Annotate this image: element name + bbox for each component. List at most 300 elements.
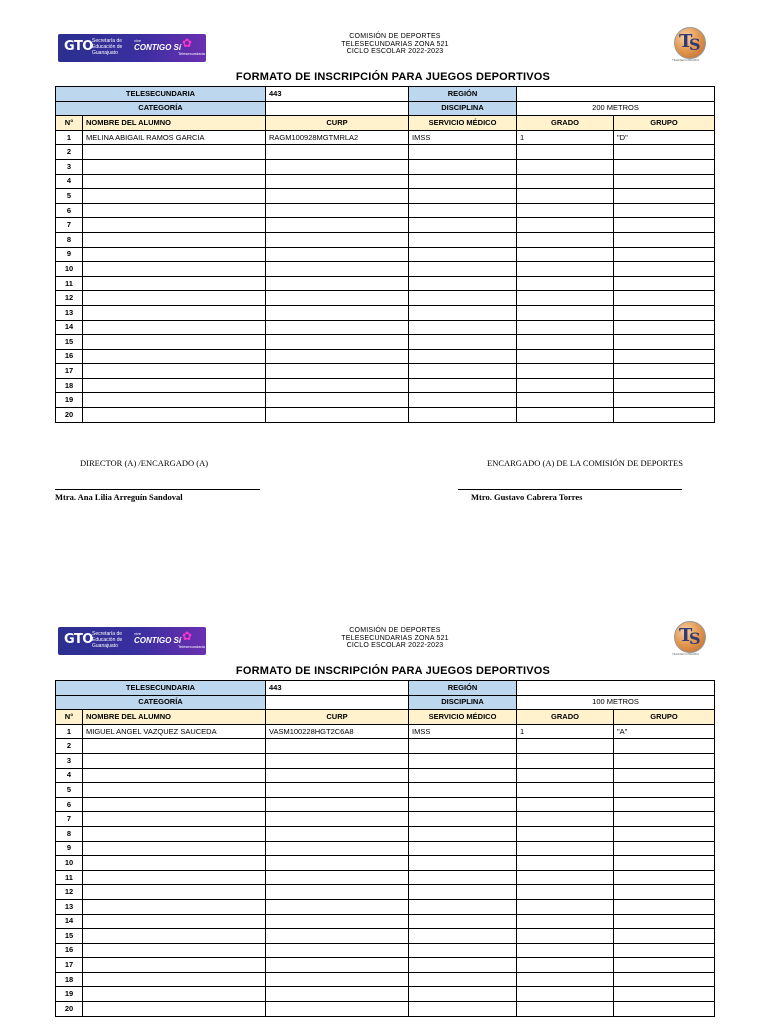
student-grado: 1 bbox=[517, 130, 614, 145]
student-grado-empty bbox=[517, 783, 614, 798]
ts-logo bbox=[672, 27, 706, 61]
col-header-nombre: NOMBRE DEL ALUMNO bbox=[83, 116, 266, 131]
student-grado-empty bbox=[517, 247, 614, 262]
student-curp-empty bbox=[266, 812, 409, 827]
student-name-empty bbox=[83, 987, 266, 1002]
student-name-empty bbox=[83, 174, 266, 189]
student-servicio-empty bbox=[409, 826, 517, 841]
disciplina-value: 200 METROS bbox=[517, 101, 715, 116]
student-servicio-empty bbox=[409, 797, 517, 812]
registration-table bbox=[55, 680, 715, 1017]
header-text bbox=[290, 627, 500, 650]
student-grupo-empty bbox=[614, 797, 715, 812]
row-num: 9 bbox=[56, 841, 83, 856]
student-servicio-empty bbox=[409, 739, 517, 754]
student-grupo-empty bbox=[614, 335, 715, 350]
row-num: 6 bbox=[56, 797, 83, 812]
student-grupo-empty bbox=[614, 943, 715, 958]
director-signature-line bbox=[55, 489, 260, 490]
student-servicio-empty bbox=[409, 1002, 517, 1017]
student-servicio-empty bbox=[409, 320, 517, 335]
table-row bbox=[56, 812, 715, 827]
student-name-empty bbox=[83, 276, 266, 291]
student-grado-empty bbox=[517, 768, 614, 783]
student-name-empty bbox=[83, 783, 266, 798]
student-curp-empty bbox=[266, 929, 409, 944]
student-grado-empty bbox=[517, 812, 614, 827]
student-name-empty bbox=[83, 189, 266, 204]
ts-logo-t: T bbox=[679, 625, 693, 646]
row-num: 1 bbox=[56, 130, 83, 145]
table-row bbox=[56, 408, 715, 423]
student-curp-empty bbox=[266, 393, 409, 408]
categoria-value bbox=[266, 101, 409, 116]
student-grupo-empty bbox=[614, 247, 715, 262]
student-grado-empty bbox=[517, 899, 614, 914]
student-curp-empty bbox=[266, 320, 409, 335]
student-name-empty bbox=[83, 232, 266, 247]
empty-rows bbox=[56, 739, 715, 1016]
student-curp-empty bbox=[266, 349, 409, 364]
student-servicio-empty bbox=[409, 159, 517, 174]
student-name-empty bbox=[83, 262, 266, 277]
student-grado-empty bbox=[517, 929, 614, 944]
header-line-2: TELESECUNDARIAS ZONA 521 bbox=[341, 40, 449, 48]
student-name-empty bbox=[83, 797, 266, 812]
student-grado-empty bbox=[517, 885, 614, 900]
student-grupo-empty bbox=[614, 739, 715, 754]
student-name-empty bbox=[83, 218, 266, 233]
student-grado-empty bbox=[517, 291, 614, 306]
student-grupo-empty bbox=[614, 841, 715, 856]
comision-signature-line bbox=[458, 489, 682, 490]
student-servicio-empty bbox=[409, 885, 517, 900]
student-curp-empty bbox=[266, 783, 409, 798]
student-grupo-empty bbox=[614, 768, 715, 783]
student-grupo-empty bbox=[614, 349, 715, 364]
student-grupo-empty bbox=[614, 203, 715, 218]
table-row bbox=[56, 870, 715, 885]
row-num: 2 bbox=[56, 145, 83, 160]
col-header-num: N° bbox=[56, 116, 83, 131]
student-curp-empty bbox=[266, 958, 409, 973]
row-num: 15 bbox=[56, 929, 83, 944]
row-num: 8 bbox=[56, 232, 83, 247]
student-grupo-empty bbox=[614, 914, 715, 929]
secretaria-logo-text: Secretaría de Educación de Guanajuato bbox=[92, 38, 123, 56]
student-curp-empty bbox=[266, 218, 409, 233]
table-row bbox=[56, 335, 715, 350]
table-row bbox=[56, 826, 715, 841]
col-header-grupo: GRUPO bbox=[614, 710, 715, 725]
student-grupo-empty bbox=[614, 189, 715, 204]
gto-banner-logo bbox=[58, 34, 206, 62]
row-num: 5 bbox=[56, 189, 83, 204]
col-header-curp: CURP bbox=[266, 710, 409, 725]
categoria-label: CATEGORÍA bbox=[56, 101, 266, 116]
student-name-empty bbox=[83, 364, 266, 379]
student-name-empty bbox=[83, 159, 266, 174]
student-grado-empty bbox=[517, 262, 614, 277]
student-name-empty bbox=[83, 972, 266, 987]
student-curp-empty bbox=[266, 335, 409, 350]
table-row bbox=[56, 203, 715, 218]
ts-logo-s: S bbox=[689, 35, 701, 54]
student-grado-empty bbox=[517, 972, 614, 987]
student-grupo-empty bbox=[614, 232, 715, 247]
student-grupo-empty bbox=[614, 291, 715, 306]
form-title: FORMATO DE INSCRIPCIÓN PARA JUEGOS DEPORTIVOS bbox=[235, 71, 551, 83]
table-row bbox=[56, 768, 715, 783]
row-num: 18 bbox=[56, 378, 83, 393]
student-grado-empty bbox=[517, 393, 614, 408]
director-label: DIRECTOR (A) /ENCARGADO (A) bbox=[80, 458, 209, 468]
student-name-empty bbox=[83, 393, 266, 408]
student-grado-empty bbox=[517, 378, 614, 393]
table-row bbox=[56, 885, 715, 900]
table-row bbox=[56, 218, 715, 233]
student-servicio-empty bbox=[409, 291, 517, 306]
student-name-empty bbox=[83, 768, 266, 783]
student-servicio-empty bbox=[409, 378, 517, 393]
student-grado-empty bbox=[517, 159, 614, 174]
gto-logo-text: GTO bbox=[64, 39, 93, 54]
student-servicio-empty bbox=[409, 218, 517, 233]
student-name-empty bbox=[83, 378, 266, 393]
student-servicio-empty bbox=[409, 276, 517, 291]
student-servicio-empty bbox=[409, 189, 517, 204]
student-grado-empty bbox=[517, 203, 614, 218]
row-num: 5 bbox=[56, 783, 83, 798]
table-row bbox=[56, 262, 715, 277]
student-servicio-empty bbox=[409, 349, 517, 364]
header-line-1: COMISIÓN DE DEPORTES bbox=[349, 33, 441, 40]
student-name-empty bbox=[83, 885, 266, 900]
student-curp-empty bbox=[266, 899, 409, 914]
student-grupo-empty bbox=[614, 929, 715, 944]
student-grupo-empty bbox=[614, 378, 715, 393]
student-name-empty bbox=[83, 856, 266, 871]
student-curp-empty bbox=[266, 291, 409, 306]
contigo-logo-text: CONTIGO Sí bbox=[134, 636, 182, 645]
ts-logo-s: S bbox=[689, 629, 701, 648]
student-grupo-empty bbox=[614, 753, 715, 768]
student-grado-empty bbox=[517, 826, 614, 841]
row-num: 13 bbox=[56, 305, 83, 320]
student-grupo-empty bbox=[614, 826, 715, 841]
student-curp-empty bbox=[266, 739, 409, 754]
student-name-empty bbox=[83, 145, 266, 160]
student-grupo-empty bbox=[614, 972, 715, 987]
student-grado-empty bbox=[517, 349, 614, 364]
student-curp-empty bbox=[266, 1002, 409, 1017]
student-grado-empty bbox=[517, 1002, 614, 1017]
student-grado-empty bbox=[517, 276, 614, 291]
row-num: 16 bbox=[56, 349, 83, 364]
student-name-empty bbox=[83, 203, 266, 218]
ts-logo-caption: TELESECUNDARIA bbox=[672, 58, 700, 62]
student-grado-empty bbox=[517, 232, 614, 247]
gto-banner-logo bbox=[58, 627, 206, 655]
student-servicio-empty bbox=[409, 408, 517, 423]
student-servicio: IMSS bbox=[409, 724, 517, 739]
comision-label: ENCARGADO (A) DE LA COMISIÓN DE DEPORTES bbox=[487, 458, 683, 468]
student-name-empty bbox=[83, 739, 266, 754]
student-grupo-empty bbox=[614, 899, 715, 914]
telesecundaria-value: 443 bbox=[266, 87, 409, 102]
row-num: 17 bbox=[56, 364, 83, 379]
student-curp-empty bbox=[266, 856, 409, 871]
student-name-empty bbox=[83, 247, 266, 262]
row-num: 13 bbox=[56, 899, 83, 914]
row-num: 15 bbox=[56, 335, 83, 350]
student-grupo-empty bbox=[614, 885, 715, 900]
row-num: 19 bbox=[56, 393, 83, 408]
student-name-empty bbox=[83, 291, 266, 306]
student-grupo-empty bbox=[614, 218, 715, 233]
student-grupo-empty bbox=[614, 870, 715, 885]
table-row bbox=[56, 856, 715, 871]
table-row bbox=[56, 797, 715, 812]
student-curp-empty bbox=[266, 826, 409, 841]
student-name-empty bbox=[83, 870, 266, 885]
row-num: 2 bbox=[56, 739, 83, 754]
student-grupo-empty bbox=[614, 856, 715, 871]
student-curp: RAGM100928MGTMRLA2 bbox=[266, 130, 409, 145]
student-name-empty bbox=[83, 943, 266, 958]
student-grupo-empty bbox=[614, 145, 715, 160]
student-name-empty bbox=[83, 899, 266, 914]
student-servicio-empty bbox=[409, 870, 517, 885]
student-curp-empty bbox=[266, 305, 409, 320]
header-text bbox=[290, 33, 500, 56]
table-row bbox=[56, 232, 715, 247]
row-num: 10 bbox=[56, 262, 83, 277]
student-grupo-empty bbox=[614, 262, 715, 277]
student-curp-empty bbox=[266, 914, 409, 929]
table-row bbox=[56, 189, 715, 204]
student-servicio-empty bbox=[409, 987, 517, 1002]
student-curp-empty bbox=[266, 408, 409, 423]
col-header-grado: GRADO bbox=[517, 116, 614, 131]
student-name-empty bbox=[83, 914, 266, 929]
table-row bbox=[56, 378, 715, 393]
row-num: 9 bbox=[56, 247, 83, 262]
disciplina-label: DISCIPLINA bbox=[409, 695, 517, 710]
table-row bbox=[56, 291, 715, 306]
student-curp-empty bbox=[266, 189, 409, 204]
student-servicio: IMSS bbox=[409, 130, 517, 145]
row-num: 3 bbox=[56, 753, 83, 768]
table-row bbox=[56, 943, 715, 958]
row-num: 3 bbox=[56, 159, 83, 174]
student-servicio-empty bbox=[409, 305, 517, 320]
region-value bbox=[517, 87, 715, 102]
student-curp-empty bbox=[266, 943, 409, 958]
student-servicio-empty bbox=[409, 841, 517, 856]
student-grado-empty bbox=[517, 870, 614, 885]
director-name: Mtra. Ana Lilia Arreguín Sandoval bbox=[55, 492, 183, 502]
empty-rows bbox=[56, 145, 715, 422]
row-num: 1 bbox=[56, 724, 83, 739]
row-num: 12 bbox=[56, 885, 83, 900]
student-grupo-empty bbox=[614, 393, 715, 408]
table-row bbox=[56, 739, 715, 754]
student-grado-empty bbox=[517, 753, 614, 768]
flower-icon: ✿ bbox=[182, 629, 193, 643]
table-row bbox=[56, 145, 715, 160]
student-curp-empty bbox=[266, 841, 409, 856]
col-header-grado: GRADO bbox=[517, 710, 614, 725]
student-grado: 1 bbox=[517, 724, 614, 739]
student-grupo: "A" bbox=[614, 724, 715, 739]
row-num: 20 bbox=[56, 408, 83, 423]
student-name: MIGUEL ANGEL VAZQUEZ SAUCEDA bbox=[83, 724, 266, 739]
student-servicio-empty bbox=[409, 174, 517, 189]
student-servicio-empty bbox=[409, 943, 517, 958]
table-row bbox=[56, 159, 715, 174]
row-num: 4 bbox=[56, 768, 83, 783]
student-servicio-empty bbox=[409, 914, 517, 929]
table-row bbox=[56, 929, 715, 944]
student-curp-empty bbox=[266, 203, 409, 218]
table-row bbox=[56, 987, 715, 1002]
student-servicio-empty bbox=[409, 335, 517, 350]
row-num: 14 bbox=[56, 320, 83, 335]
form-title: FORMATO DE INSCRIPCIÓN PARA JUEGOS DEPORTIVOS bbox=[235, 665, 551, 677]
student-grupo-empty bbox=[614, 364, 715, 379]
student-grupo-empty bbox=[614, 320, 715, 335]
header-line-1: COMISIÓN DE DEPORTES bbox=[349, 627, 441, 634]
table-row bbox=[56, 841, 715, 856]
student-curp-empty bbox=[266, 247, 409, 262]
student-servicio-empty bbox=[409, 203, 517, 218]
col-header-servicio: SERVICIO MÉDICO bbox=[409, 116, 517, 131]
student-grupo-empty bbox=[614, 305, 715, 320]
ts-logo bbox=[672, 621, 706, 655]
telesecundaria-label: TELESECUNDARIA bbox=[56, 87, 266, 102]
student-name-empty bbox=[83, 1002, 266, 1017]
student-curp-empty bbox=[266, 753, 409, 768]
table-row bbox=[56, 320, 715, 335]
student-name-empty bbox=[83, 841, 266, 856]
row-num: 6 bbox=[56, 203, 83, 218]
table-row bbox=[56, 783, 715, 798]
row-num: 8 bbox=[56, 826, 83, 841]
table-row bbox=[56, 276, 715, 291]
region-label: REGIÓN bbox=[409, 681, 517, 696]
row-num: 7 bbox=[56, 812, 83, 827]
student-curp-empty bbox=[266, 232, 409, 247]
student-servicio-empty bbox=[409, 247, 517, 262]
table-row bbox=[56, 958, 715, 973]
student-servicio-empty bbox=[409, 232, 517, 247]
student-servicio-empty bbox=[409, 899, 517, 914]
student-name-empty bbox=[83, 826, 266, 841]
student-grado-empty bbox=[517, 189, 614, 204]
table-row bbox=[56, 364, 715, 379]
student-servicio-empty bbox=[409, 364, 517, 379]
table-row bbox=[56, 753, 715, 768]
student-grado-empty bbox=[517, 145, 614, 160]
comision-name: Mtro. Gustavo Cabrera Torres bbox=[471, 492, 583, 502]
student-servicio-empty bbox=[409, 753, 517, 768]
telesecundaria-value: 443 bbox=[266, 681, 409, 696]
student-name-empty bbox=[83, 349, 266, 364]
row-num: 19 bbox=[56, 987, 83, 1002]
flower-logo-text: Telesecundaria bbox=[178, 51, 205, 56]
student-grupo-empty bbox=[614, 783, 715, 798]
student-name-empty bbox=[83, 812, 266, 827]
student-servicio-empty bbox=[409, 972, 517, 987]
contigo-small-text: vive bbox=[134, 38, 142, 43]
student-grado-empty bbox=[517, 841, 614, 856]
student-grado-empty bbox=[517, 943, 614, 958]
disciplina-label: DISCIPLINA bbox=[409, 101, 517, 116]
student-grado-empty bbox=[517, 335, 614, 350]
student-grupo-empty bbox=[614, 958, 715, 973]
student-grado-empty bbox=[517, 914, 614, 929]
header-line-3: CICLO ESCOLAR 2022-2023 bbox=[346, 48, 444, 55]
student-curp-empty bbox=[266, 797, 409, 812]
table-row bbox=[56, 914, 715, 929]
student-servicio-empty bbox=[409, 812, 517, 827]
header-line-2: TELESECUNDARIAS ZONA 521 bbox=[341, 634, 449, 642]
student-name-empty bbox=[83, 305, 266, 320]
student-curp-empty bbox=[266, 364, 409, 379]
student-servicio-empty bbox=[409, 929, 517, 944]
row-num: 4 bbox=[56, 174, 83, 189]
table-row bbox=[56, 972, 715, 987]
col-header-curp: CURP bbox=[266, 116, 409, 131]
row-num: 14 bbox=[56, 914, 83, 929]
gto-logo-text: GTO bbox=[64, 632, 93, 647]
flower-logo-text: Telesecundaria bbox=[178, 644, 205, 649]
ts-logo-t: T bbox=[679, 31, 693, 52]
col-header-grupo: GRUPO bbox=[614, 116, 715, 131]
student-grupo-empty bbox=[614, 159, 715, 174]
student-name-empty bbox=[83, 929, 266, 944]
student-grado-empty bbox=[517, 364, 614, 379]
student-grado-empty bbox=[517, 739, 614, 754]
row-num: 7 bbox=[56, 218, 83, 233]
student-curp-empty bbox=[266, 987, 409, 1002]
ts-logo-caption: TELESECUNDARIA bbox=[672, 652, 700, 656]
student-grado-empty bbox=[517, 856, 614, 871]
contigo-logo-text: CONTIGO Sí bbox=[134, 43, 182, 52]
region-value bbox=[517, 681, 715, 696]
student-curp-empty bbox=[266, 262, 409, 277]
student-grupo-empty bbox=[614, 1002, 715, 1017]
table-row bbox=[56, 349, 715, 364]
student-grado-empty bbox=[517, 320, 614, 335]
col-header-num: N° bbox=[56, 710, 83, 725]
col-header-servicio: SERVICIO MÉDICO bbox=[409, 710, 517, 725]
student-servicio-empty bbox=[409, 768, 517, 783]
student-servicio-empty bbox=[409, 856, 517, 871]
secretaria-logo-text: Secretaría de Educación de Guanajuato bbox=[92, 631, 123, 649]
row-num: 11 bbox=[56, 870, 83, 885]
student-grado-empty bbox=[517, 218, 614, 233]
student-curp-empty bbox=[266, 378, 409, 393]
categoria-value bbox=[266, 695, 409, 710]
row-num: 12 bbox=[56, 291, 83, 306]
student-grupo: "D" bbox=[614, 130, 715, 145]
student-name-empty bbox=[83, 335, 266, 350]
student-curp-empty bbox=[266, 885, 409, 900]
student-curp-empty bbox=[266, 159, 409, 174]
table-row bbox=[56, 305, 715, 320]
